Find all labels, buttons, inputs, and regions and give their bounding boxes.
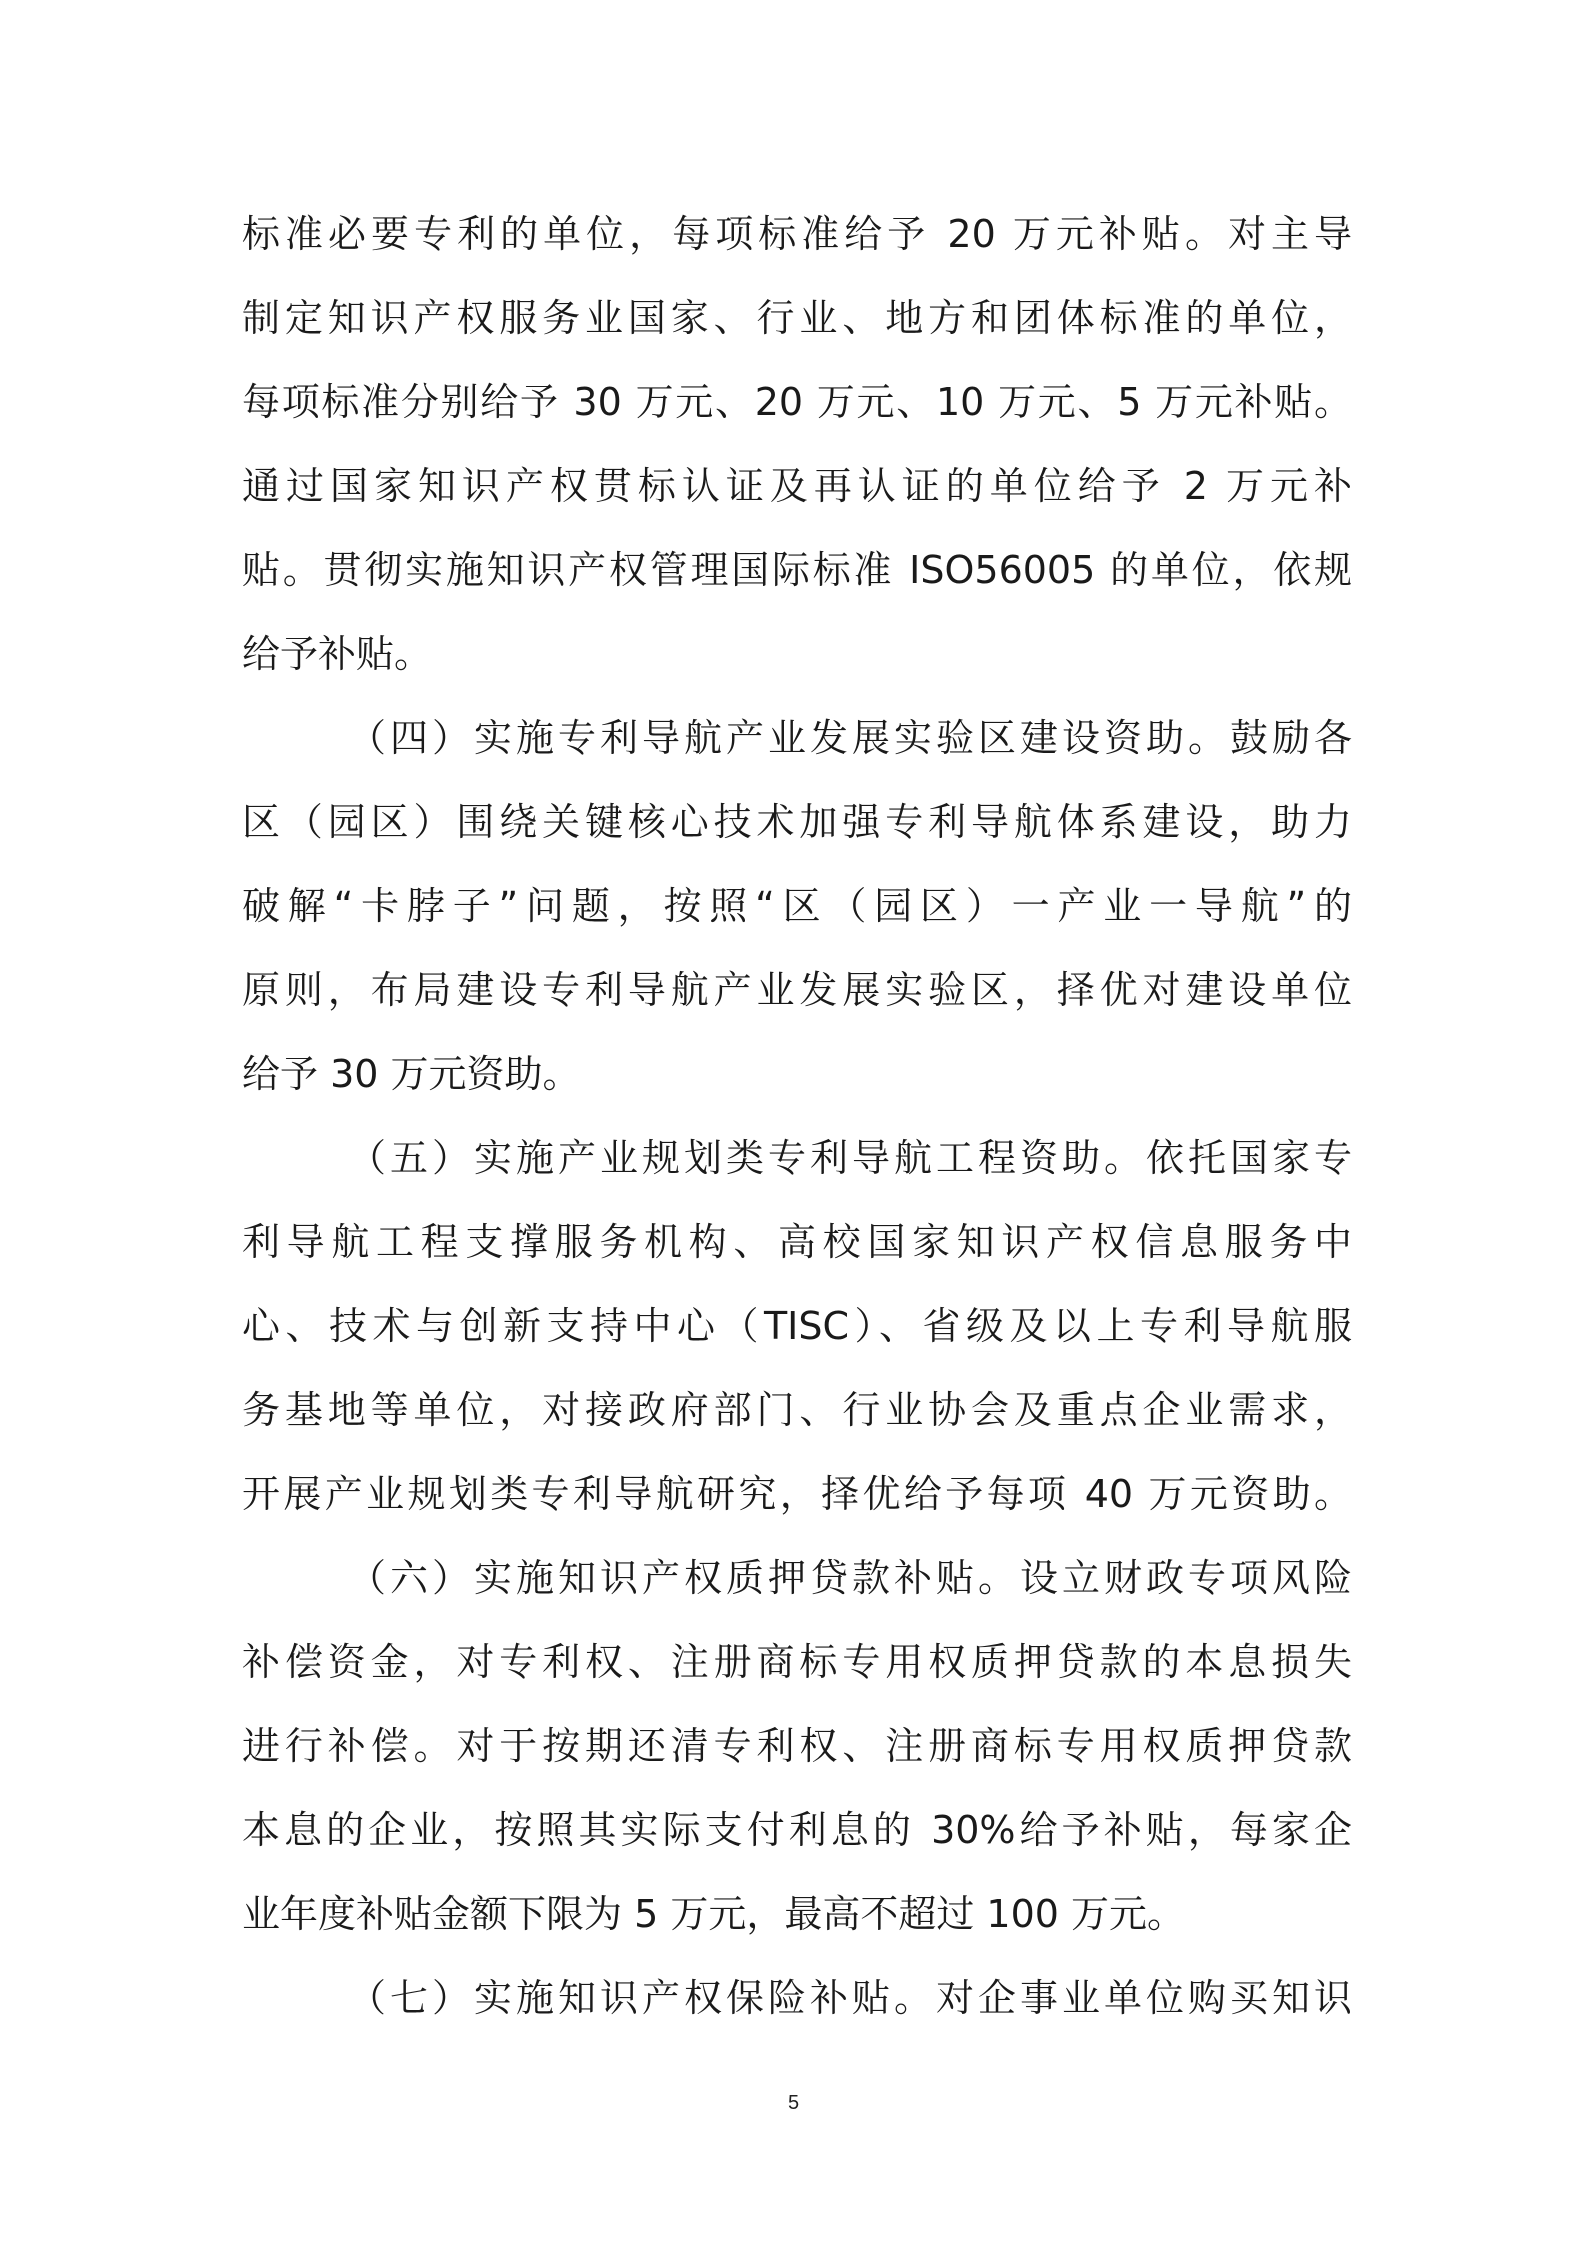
text-line: 贴。贯彻实施知识产权管理国际标准 ISO56005 的单位，依规 <box>242 548 1352 592</box>
text-line: 给予补贴。 <box>242 632 433 676</box>
text-line: 务基地等单位，对接政府部门、行业协会及重点企业需求， <box>242 1388 1352 1432</box>
section-heading-line: （五）实施产业规划类专利导航工程资助。依托国家专 <box>348 1136 1352 1180</box>
text-line: 开展产业规划类专利导航研究，择优给予每项 40 万元资助。 <box>242 1472 1352 1516</box>
text-line: 业年度补贴金额下限为 5 万元，最高不超过 100 万元。 <box>242 1892 1186 1936</box>
text-line: 给予 30 万元资助。 <box>242 1052 581 1096</box>
text-line: 标准必要专利的单位，每项标准给予 20 万元补贴。对主导 <box>242 212 1352 256</box>
text-line: 破解“卡脖子”问题，按照“区（园区）一产业一导航”的 <box>242 884 1352 928</box>
body-text <box>242 192 1352 2040</box>
text-line: 进行补偿。对于按期还清专利权、注册商标专用权质押贷款 <box>242 1724 1352 1768</box>
text-line: 心、技术与创新支持中心（TISC）、省级及以上专利导航服 <box>242 1304 1352 1348</box>
text-line: 通过国家知识产权贯标认证及再认证的单位给予 2 万元补 <box>242 464 1352 508</box>
text-line: 每项标准分别给予 30 万元、20 万元、10 万元、5 万元补贴。 <box>242 380 1352 424</box>
page-number: 5 <box>787 2092 800 2114</box>
text-line: 原则，布局建设专利导航产业发展实验区，择优对建设单位 <box>242 968 1352 1012</box>
text-line: 制定知识产权服务业国家、行业、地方和团体标准的单位， <box>242 296 1352 340</box>
text-line: 补偿资金，对专利权、注册商标专用权质押贷款的本息损失 <box>242 1640 1352 1684</box>
section-heading-line: （四）实施专利导航产业发展实验区建设资助。鼓励各 <box>348 716 1352 760</box>
section-heading-line: （七）实施知识产权保险补贴。对企事业单位购买知识 <box>348 1976 1352 2020</box>
section-heading-line: （六）实施知识产权质押贷款补贴。设立财政专项风险 <box>348 1556 1352 1600</box>
text-line: 区（园区）围绕关键核心技术加强专利导航体系建设，助力 <box>242 800 1352 844</box>
text-line: 本息的企业，按照其实际支付利息的 30%给予补贴，每家企 <box>242 1808 1352 1852</box>
text-line: 利导航工程支撑服务机构、高校国家知识产权信息服务中 <box>242 1220 1352 1264</box>
